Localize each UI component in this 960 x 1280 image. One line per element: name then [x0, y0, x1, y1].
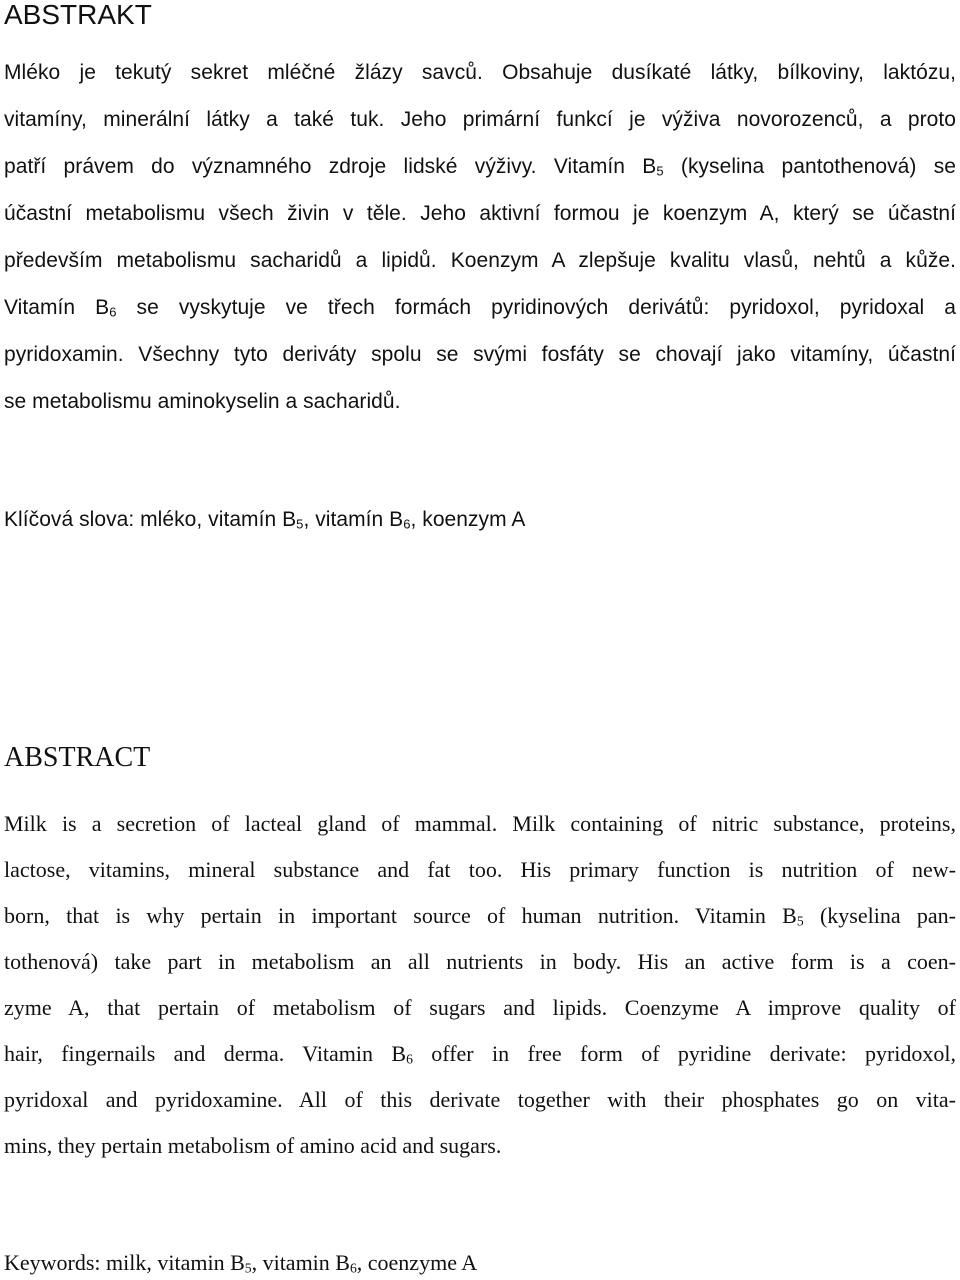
czech-abstract-line: pyridoxamin. Všechny tyto deriváty spolu se svými fosfáty se chovají jako vitamíny, účastní [4, 343, 956, 366]
czech-abstract-line: Vitamín $B_6$ se vyskytuje ve třech formách pyridinových derivátů: pyridoxol, pyridoxal a [4, 296, 957, 320]
czech-abstract-line: především metabolismu sacharidů a lipidů. Koenzym A zlepšuje kvalitu vlasů, nehtů a kůže. [4, 249, 956, 272]
english-abstract-line: tothenová) take part in metabolism an all nutrients in body. His an active form is a coen- [4, 949, 956, 974]
english-abstract-line: zyme A, that pertain of metabolism of sugars and lipids. Coenzyme A improve quality of [4, 995, 956, 1020]
subscript: 5 [656, 163, 664, 179]
english-abstract-line: pyridoxal and pyridoxamine. All of this derivate together with their phosphates go on vita- [4, 1087, 956, 1112]
subscript: 6 [349, 1260, 357, 1276]
english-abstract-line: Milk is a secretion of lacteal gland of mammal. Milk containing of nitric substance, proteins, [4, 811, 956, 836]
czech-abstract-line: účastní metabolismu všech živin v těle. Jeho aktivní formou je koenzym A, který se účastní [4, 202, 956, 225]
english-abstract-line: mins, they pertain metabolism of amino acid and sugars. [4, 1133, 502, 1158]
czech-abstract-heading: ABSTRAKT [4, 0, 152, 30]
english-abstract-line: born, that is why pertain in important source of human nutrition. Vitamin $B_5$ (kyselina pan- [4, 903, 957, 929]
czech-abstract-line: patří právem do významného zdroje lidské výživy. Vitamín $B_5$ (kyselina pantothenová) se [4, 155, 956, 179]
czech-keywords: Klíčová slova: mléko, vitamín $B_5$, vitamín $B_6$, koenzym A [4, 508, 526, 532]
czech-abstract-line: Mléko je tekutý sekret mléčné žlázy savců. Obsahuje dusíkaté látky, bílkoviny, laktózu, [4, 61, 956, 84]
english-abstract-heading: ABSTRACT [4, 742, 151, 773]
subscript: 6 [109, 304, 117, 320]
english-abstract-line: hair, fingernails and derma. Vitamin $B_6$ offer in free form of pyridine derivate: pyridoxol, [4, 1041, 956, 1067]
subscript: 5 [296, 516, 304, 532]
subscript: 6 [406, 1051, 413, 1067]
subscript: 5 [796, 913, 804, 929]
subscript: 5 [244, 1260, 252, 1276]
czech-abstract-line: se metabolismu aminokyselin a sacharidů. [4, 390, 401, 413]
czech-abstract-line: vitamíny, minerální látky a také tuk. Jeho primární funkcí je výživa novorozenců, a proto [4, 108, 956, 131]
english-keywords: Keywords: milk, vitamin $B_5$, vitamin $B_6$, coenzyme A [4, 1250, 478, 1276]
subscript: 6 [403, 516, 411, 532]
english-abstract-line: lactose, vitamins, mineral substance and fat too. His primary function is nutrition of new- [4, 857, 956, 882]
